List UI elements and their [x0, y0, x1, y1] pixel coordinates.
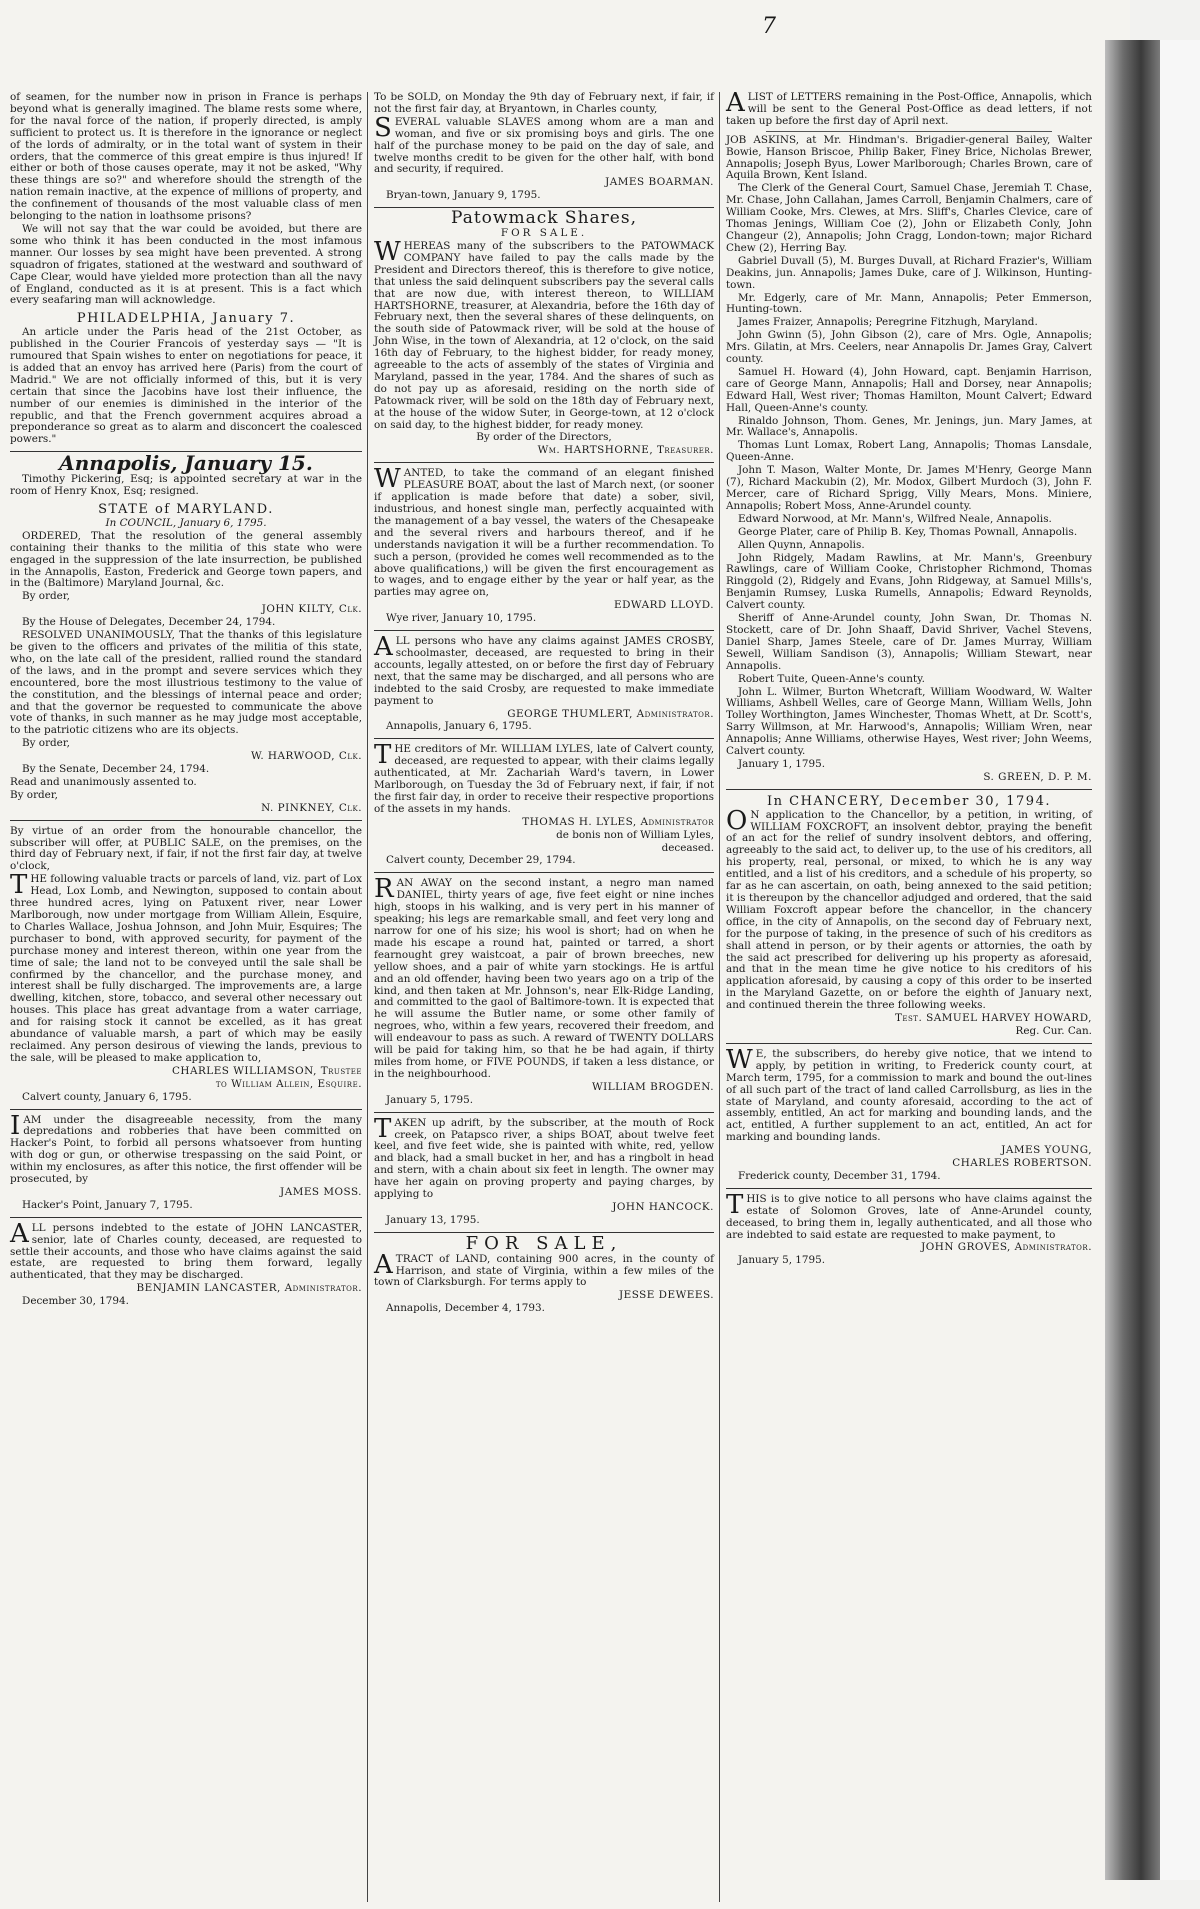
ad-runaway: RAN AWAY on the second instant, a negro man named DANIEL, thirty years of age, five feet eight or nine inches high, stoops in his walking, and is very pert in his manner of speaking; his legs are remarkable small, and feet very long and narrow for one of his size; his wool is short; had on when he made his escape a round hat, painted or tarred, a short fearnought grey waistcoat, a pair of brown breeches, new yellow shoes, and a pair of white yarn stockings. He is artful and an old offender, having been two years ago on a trip of the kind, and then taken at Mr. Johnson's, near Elk-Ridge Landing, and committed to the gaol of Baltimore-town. It is expected that he will assume the Butler name, or some other family of negroes, who, within a few years, recovered their freedom, and will endeavour to pass as such. A reward of TWENTY DOLLARS will be paid for taking him, so that he be had again, if thirty miles from home, or FIVE POUNDS, if taken a less distance, or in the neighbourhood. — [374, 874, 714, 1080]
signature-lyles-3: deceased. — [661, 841, 714, 854]
date-post-office: January 1, 1795. — [738, 757, 826, 770]
article-ordered: ORDERED, That the resolution of the general assembly containing their thanks to the militia of this state who were engaged in the suppression of the late insurrection, be published in the Annapolis, Easton, Frederick and George town papers, and in the (Baltimore) Maryland Journal, &c. — [10, 529, 362, 590]
ad-tract-land: ATRACT of LAND, containing 900 acres, in the county of Harrison, and state of Virginia, within a few miles of the town of Clarksburgh. For terms apply to — [374, 1249, 714, 1289]
ad-hackers-point: IAM under the disagreeable necessity, from the many depredations and robberies that have been committed on Hacker's Point, to forbid all persons whatsoever from hunting with dog or gun, or otherwise trespassing on the said Point, or within my enclosures, as after this notice, the first offender will be prosecuted, by — [10, 1110, 362, 1186]
divider — [374, 1112, 714, 1113]
divider — [726, 1043, 1092, 1044]
signature-robertson: CHARLES ROBERTSON. — [952, 1157, 1092, 1170]
letters-l: Thomas Lunt Lomax, Robert Lang, Annapolis; Thomas Lansdale, Queen-Anne. — [726, 439, 1092, 464]
letters-w: John L. Wilmer, Burton Whetcraft, William Woodward, W. Walter Williams, Ashbell Welles, care of George Mann, William Wells, John Tolley Worthington, James Winchester, Thomas Whett, at Dr. Scott's, Sarry Willmson, at Mr. Harwood's, Annapolis; William Wren, near Annapolis; Anne Williams, otherwise Hayes, West river; John Weems, Calvert county. — [726, 685, 1092, 758]
heading-chancery: In CHANCERY, December 30, 1794. — [767, 793, 1051, 809]
letters-a-b: JOB ASKINS, at Mr. Hindman's. Brigadier-general Bailey, Walter Bowie, Hanson Briscoe, Philip Baker, Finey Brice, Nicholas Brewer, Annapolis; Joseph Byus, Lower Marlborough; Charles Brown, care of Aquila Brown, Kent Island. — [726, 133, 1092, 182]
letters-h: Samuel H. Howard (4), John Howard, capt. Benjamin Harrison, care of George Mann, Annapolis; Hall and Dorsey, near Annapolis; Edward Hall, West river; Thomas Hamilton, Mount Calvert; Edward Hall, Queen-Anne's county. — [726, 365, 1092, 414]
signature-lancaster: BENJAMIN LANCASTER, Administrator. — [136, 1282, 362, 1295]
date-wye: Wye river, January 10, 1795. — [386, 612, 537, 625]
date-dewees: Annapolis, December 4, 1793. — [386, 1302, 545, 1315]
heading-state: STATE of MARYLAND. — [98, 502, 274, 517]
signature-pinkney: N. PINKNEY, Clk. — [261, 801, 362, 814]
ad-slaves-intro: To be SOLD, on Monday the 9th day of February next, if fair, if not the first fair day, at Bryantown, in Charles county, — [374, 91, 714, 115]
ad-patowmack: WHEREAS many of the subscribers to the PATOWMACK COMPANY have failed to pay the calls made by the President and Directors thereof, this is therefore to give notice, that unless the said delinquent subscribers pay the several calls that are now due, with interest thereon, to WILLIAM HARTSHORNE, treasurer, at Alexandria, before the 16th day of February next, then the several shares of these delinquents, on the south side of Patowmack river, will be sold at the house of John Wise, in the town of Alexandria, at 12 o'clock, on the said 16th day of February, to the highest bidder, for ready money, agreeable to the acts of assembly of the states of Virginia and Maryland, passed in the year, 1784. And the shares of such as do not pay up as aforesaid, residing on the north side of Patowmack river, will be sold on the 18th day of February next, at the house of the widow Suter, in George-town, at 12 o'clock on said day, to the highest bidder, for ready money. — [374, 236, 714, 431]
column-1 — [10, 92, 362, 1309]
letters-d: Gabriel Duvall (5), M. Burges Duvall, at Richard Frazier's, William Deakins, jun. Annapolis; James Duke, care of J. Wilkinson, Hunting-town. — [726, 254, 1092, 291]
divider — [374, 462, 714, 463]
date-lancaster: December 30, 1794. — [22, 1295, 129, 1308]
heading-for-sale: FOR SALE. — [500, 227, 588, 240]
column-rule-2 — [719, 92, 720, 1902]
divider — [726, 789, 1092, 790]
signature-howard-2: Reg. Cur. Can. — [1015, 1024, 1092, 1037]
signature-boarman: JAMES BOARMAN. — [605, 176, 714, 189]
signature-hartshorne: Wm. HARTSHORNE, Treasurer. — [537, 444, 714, 457]
letters-p: George Plater, care of Philip B. Key, Thomas Pownall, Annapolis. — [738, 525, 1078, 538]
signature-hancock: JOHN HANCOCK. — [612, 1200, 714, 1213]
signature-brogden: WILLIAM BROGDEN. — [591, 1080, 714, 1093]
signature-green: S. GREEN, D. P. M. — [983, 770, 1092, 783]
divider — [374, 872, 714, 873]
date-hackers-point: Hacker's Point, January 7, 1795. — [22, 1198, 193, 1211]
ad-land-tracts: THE following valuable tracts or parcels of land, viz. part of Lox Head, Lox Lomb, and Newington, supposed to contain about three hundred acres, lying on Patuxent river, near Lower Marlborough, now under mortgage from William Allein, Esquire, to Charles Wallace, Joshua Johnson, and John Muir, Esquires; The purchaser to bond, with approved security, for payment of the purchase money and interest thereon, within one year from the time of sale; the land not to be conveyed until the sale shall be confirmed by the chancellor, and the purchase money, and interest shall be fully discharged. The improvements are, a large dwelling, kitchen, store, tobacco, and several other necessary out houses. This place has great advantage from a water carriage, and for raising stock it cannot be excelled, as it has great abundance of valuable marsh, a part of which may be easily reclaimed. Any person desirous of viewing the lands, previous to the sale, will be pleased to make application to, — [10, 870, 362, 1064]
ad-boat-adrift: TAKEN up adrift, by the subscriber, at the mouth of Rock creek, on Patapsco river, a ships BOAT, about twelve feet keel, and five feet wide, she is painted with white, red, yellow and black, had a small bucket in her, and has a ringbolt in head and stern, with a chain about six feet in length. The owner may have her again on proving property and paying charges, by applying to — [374, 1113, 714, 1201]
heading-senate: By the Senate, December 24, 1794. — [22, 763, 210, 776]
divider — [10, 820, 362, 821]
letters-f: James Fraizer, Annapolis; Peregrine Fitzhugh, Maryland. — [738, 316, 1038, 329]
letters-c: The Clerk of the General Court, Samuel Chase, Jeremiah T. Chase, Mr. Chase, John Callahan, James Carroll, Benjamin Chalmers, care of William Cooke, Mrs. Clewes, at Mrs. Sliff's, Charles Clevice, care of Thomas Jenings, William Coe (2), John or Elizabeth Conly, John Changeur (2), Annapolis; John Cragg, London-town; major Richard Chew (2), Herring Bay. — [726, 182, 1092, 254]
ad-lancaster: ALL persons indebted to the estate of JOHN LANCASTER, senior, late of Charles county, deceased, are requested to settle their accounts, and those who have claims against the said estate, are requested to bring them forward, legally authenticated, that they may be discharged. — [10, 1218, 362, 1282]
signature-dewees: JESSE DEWEES. — [618, 1289, 714, 1302]
date-calvert: Calvert county, January 6, 1795. — [22, 1090, 192, 1103]
article-pickering: Timothy Pickering, Esq; is appointed secretary at war in the room of Henry Knox, Esq; resigned. — [10, 473, 362, 498]
ad-public-sale-intro: By virtue of an order from the honourable chancellor, the subscriber will offer, at PUBLIC SALE, on the premises, on the third day of February next, if fair, if not the first fair day, at twelve o'clock, — [10, 824, 362, 873]
signature-groves: JOHN GROVES, Administrator. — [921, 1241, 1092, 1254]
divider — [10, 1217, 362, 1218]
signature-lyles: THOMAS H. LYLES, Administrator — [522, 815, 714, 828]
letters-t: Robert Tuite, Queen-Anne's county. — [738, 672, 925, 685]
article-war: We will not say that the war could be avoided, but there are some who think it has been conducted in the most infamous manner. Our losses by sea might have been prevented. A strong squadron of frigates, stationed at the westward and southward of Cape Clear, would have yielded more protection than all the navy of England, conducted as it is at present. This is a fact which every seafaring man will acknowledge. — [10, 222, 362, 307]
date-bryantown: Bryan-town, January 9, 1795. — [386, 189, 541, 202]
letters-n: Edward Norwood, at Mr. Mann's, Wilfred Neale, Annapolis. — [738, 512, 1052, 525]
divider — [10, 1109, 362, 1110]
notice-foxcroft: ON application to the Chancellor, by a petition, in writing, of WILLIAM FOXCROFT, an insolvent debtor, praying the benefit of an act for the relief of sundry insolvent debtors, and offering, agreeably to the said act, to deliver up, to the use of his creditors, all his property, real, personal, or mixed, to which he is any way entitled, and a list of his creditors, and a schedule of his property, so far as he can ascertain, on oath, being annexed to the said petition; it is thereupon by the chancellor adjudged and ordered, that the said William Foxcroft appear before the chancellor, in the chancery office, in the city of Annapolis, on the second day of February next, for the purpose of taking, in the presence of such of his creditors as shall attend in person, or by their agents or attornies, the oath by the said act prescribed for delivering up his property as aforesaid, and that in the mean time he give notice to his creditors of his application aforesaid, by causing a copy of this order to be inserted in the Maryland Gazette, on or before the eighth of January next, and continued therein the three following weeks. — [726, 805, 1092, 1012]
letters-j: Rinaldo Johnson, Thom. Genes, Mr. Jenings, jun. Mary James, at Mr. Wallace's, Annapolis. — [726, 414, 1092, 439]
signature-thumlert: GEORGE THUMLERT, Administrator. — [507, 707, 714, 720]
date-lyles: Calvert county, December 29, 1794. — [386, 854, 576, 867]
ad-slaves: SEVERAL valuable SLAVES among whom are a man and woman, and five or six promising boys and girls. The one half of the purchase money to be paid on the day of sale, and twelve months credit to be given for the other half, with bond and security, if required. — [374, 112, 714, 176]
by-order: By order, — [22, 590, 70, 603]
book-binding-edge — [1105, 40, 1165, 1880]
heading-council: In COUNCIL, January 6, 1795. — [105, 516, 267, 529]
article-seamen: of seamen, for the number now in prison in France is perhaps beyond what is generally imagined. The blame rests some where, for the naval force of the nation, if properly directed, is amply sufficient to protect us. It is therefore in the ignorance or neglect of the lords of admiralty, or in the total want of system in their orders, that the commerce of this great empire is thus injured! If either or both of those causes operate, may it not be asked, "Why these things are so?" and wherefore should the strength of the nation remain inactive, at the expence of millions of property, and the confinement of thousands of the most valuable class of men belonging to the nation in loathsome prisons? — [10, 91, 362, 223]
column-rule-1 — [367, 92, 368, 1902]
divider — [374, 630, 714, 631]
by-order: By order, — [22, 737, 70, 750]
signature-williamson-2: to William Allein, Esquire. — [215, 1077, 362, 1090]
date-brogden: January 5, 1795. — [386, 1093, 474, 1106]
notice-groves: THIS is to give notice to all persons who have claims against the estate of Solomon Groves, late of Anne-Arundel county, deceased, to bring them in, legally authenticated, and all those who are indebted to said estate are requested to make payment, to — [726, 1189, 1092, 1241]
signature-young: JAMES YOUNG, — [1001, 1144, 1092, 1157]
signature-lyles-2: de bonis non of William Lyles, — [556, 828, 714, 841]
divider — [374, 738, 714, 739]
signature-harwood: W. HARWOOD, Clk. — [250, 750, 362, 763]
date-groves: January 5, 1795. — [738, 1254, 826, 1267]
letters-q: Allen Quynn, Annapolis. — [738, 538, 865, 551]
signature-moss: JAMES MOSS. — [280, 1185, 362, 1198]
column-2 — [374, 92, 714, 1316]
letters-m: John T. Mason, Walter Monte, Dr. James M'Henry, George Mann (7), Richard Mackubin (2), Mr. Modox, Gilbert Murdoch (3), John F. Mercer, care of Richard Sprigg, Villy Mears, Mons. Miniere, Annapolis; Robert Moss, Anne-Arundel county. — [726, 464, 1092, 512]
scan-margin — [1160, 40, 1200, 1880]
letters-list-intro: ALIST of LETTERS remaining in the Post-Office, Annapolis, which will be sent to the General Post-Office as dead letters, if not taken up before the first day of April next. — [726, 88, 1092, 127]
article-spain: An article under the Paris head of the 21st October, as published in the Courier Francois of yesterday says — "It is rumoured that Spain wishes to enter on negotiations for peace, it is added that an envoy has arrived here (Paris) from the court of Madrid." We are not officially informed of this, but it is very certain that since the Jacobins have lost their influence, the number of our enemies is diminished in the interior of the republic, and that the French government acquires abroad a preponderance so great as to alarm and disconcert the coalesced powers." — [10, 326, 362, 446]
heading-delegates: By the House of Delegates, December 24, 1794. — [22, 616, 276, 629]
letters-s: Sheriff of Anne-Arundel county, John Swan, Dr. Thomas N. Stockett, care of Dr. John Shaaff, David Shriver, Vachel Stevens, Daniel Sharp, James Steele, care of Dr. James Murray, William Sewell, William Sandison (3), Annapolis; William Stewart, near Annapolis. — [726, 612, 1092, 672]
letters-g: John Gwinn (5), John Gibson (2), care of Mrs. Ogle, Annapolis; Mrs. Gilatin, at Mrs. Ceelers, near Annapolis Dr. James Gray, Calvert county. — [726, 329, 1092, 366]
by-order-directors: By order of the Directors, — [476, 431, 612, 444]
by-order: By order, — [10, 788, 58, 801]
dateline-annapolis: Annapolis, January 15. — [59, 451, 313, 476]
divider — [766, 131, 1052, 132]
column-3 — [726, 88, 1092, 1268]
divider — [726, 1188, 1092, 1189]
signature-kilty: JOHN KILTY, Clk. — [261, 603, 362, 616]
senate-assent: Read and unanimously assented to. — [10, 775, 197, 788]
notice-carrollsburg: WE, the subscribers, do hereby give notice, that we intend to apply, by petition in writing, to Frederick county court, at March term, 1795, for a commission to mark and bound the out-lines of all such part of the tract of land called Carrollsburg, as lies in the state of Maryland, and county aforesaid, according to the act of assembly, entitled, An act for marking and bounding lands, and the act, entitled, A further supplement to an act, entitled, An act for marking and bounding lands. — [726, 1044, 1092, 1144]
date-frederick: Frederick county, December 31, 1794. — [738, 1169, 941, 1182]
letters-e: Mr. Edgerly, care of Mr. Mann, Annapolis; Peter Emmerson, Hunting-town. — [726, 291, 1092, 316]
heading-patowmack-shares: Patowmack Shares, — [451, 208, 637, 229]
ad-lyles: THE creditors of Mr. WILLIAM LYLES, late of Calvert county, deceased, are requested to appear, with their claims legally authenticated, at Mr. Zachariah Ward's tavern, in Lower Marlborough, on Tuesday the 3d of February next, if fair, if not the first fair day, in order to receive their respective proportions of the assets in my hands. — [374, 740, 714, 815]
article-resolved: RESOLVED UNANIMOUSLY, That the thanks of this legislature be given to the officers and privates of the militia of this state, who, on the late call of the president, rallied round the standard of the laws, and in the prompt and severe services which they encountered, bore the most illustrious testimony to the value of the constitution, and the blessings of internal peace and order; and that the governor be requested to communicate the above vote of thanks, in such manner as he may judge most acceptable, to the patriotic citizens who are its objects. — [10, 629, 362, 737]
signature-howard: Test. SAMUEL HARVEY HOWARD, — [894, 1012, 1092, 1025]
signature-lloyd: EDWARD LLOYD. — [614, 599, 714, 612]
signature-williamson: CHARLES WILLIAMSON, Trustee — [171, 1064, 362, 1077]
ad-crosby: ALL persons who have any claims against JAMES CROSBY, schoolmaster, deceased, are requested to bring in their accounts, legally attested, on or before the first day of February next, that the same may be discharged, and all persons who are indebted to the said Crosby, are requested to make immediate payment to — [374, 632, 714, 707]
ad-pleasure-boat: WANTED, to take the command of an elegant finished PLEASURE BOAT, about the last of March next, (or sooner if application is made before that date) a sober, sivil, industrious, and honest single man, perfectly acquainted with the management of a bay vessel, the waters of the Chesapeake and the several rivers and harbours thereof, and if he understands navigation it will be a further recommendation. To such a person, (provided he comes well recommended as to the above qualifications,) will be given the first encouragement as to wages, and to engage either by the year or half year, as the parties may agree on, — [374, 464, 714, 599]
letters-r: John Ridgely, Madam Rawlins, at Mr. Mann's, Greenbury Rawlings, care of William Cooke, Christopher Richmond, Thomas Ringgold (2), Ridgely and Evans, John Ridgeway, at Samuel Mills's, Benjamin Rumsey, Luska Rumells, Annapolis; Edward Reynolds, Calvert county. — [726, 551, 1092, 612]
dateline-philadelphia: PHILADELPHIA, January 7. — [76, 311, 296, 327]
date-thumlert: Annapolis, January 6, 1795. — [386, 720, 532, 733]
page-number: 7 — [762, 14, 776, 39]
heading-for-sale-2: FOR SALE, — [465, 1232, 623, 1254]
date-hancock: January 13, 1795. — [386, 1213, 480, 1226]
